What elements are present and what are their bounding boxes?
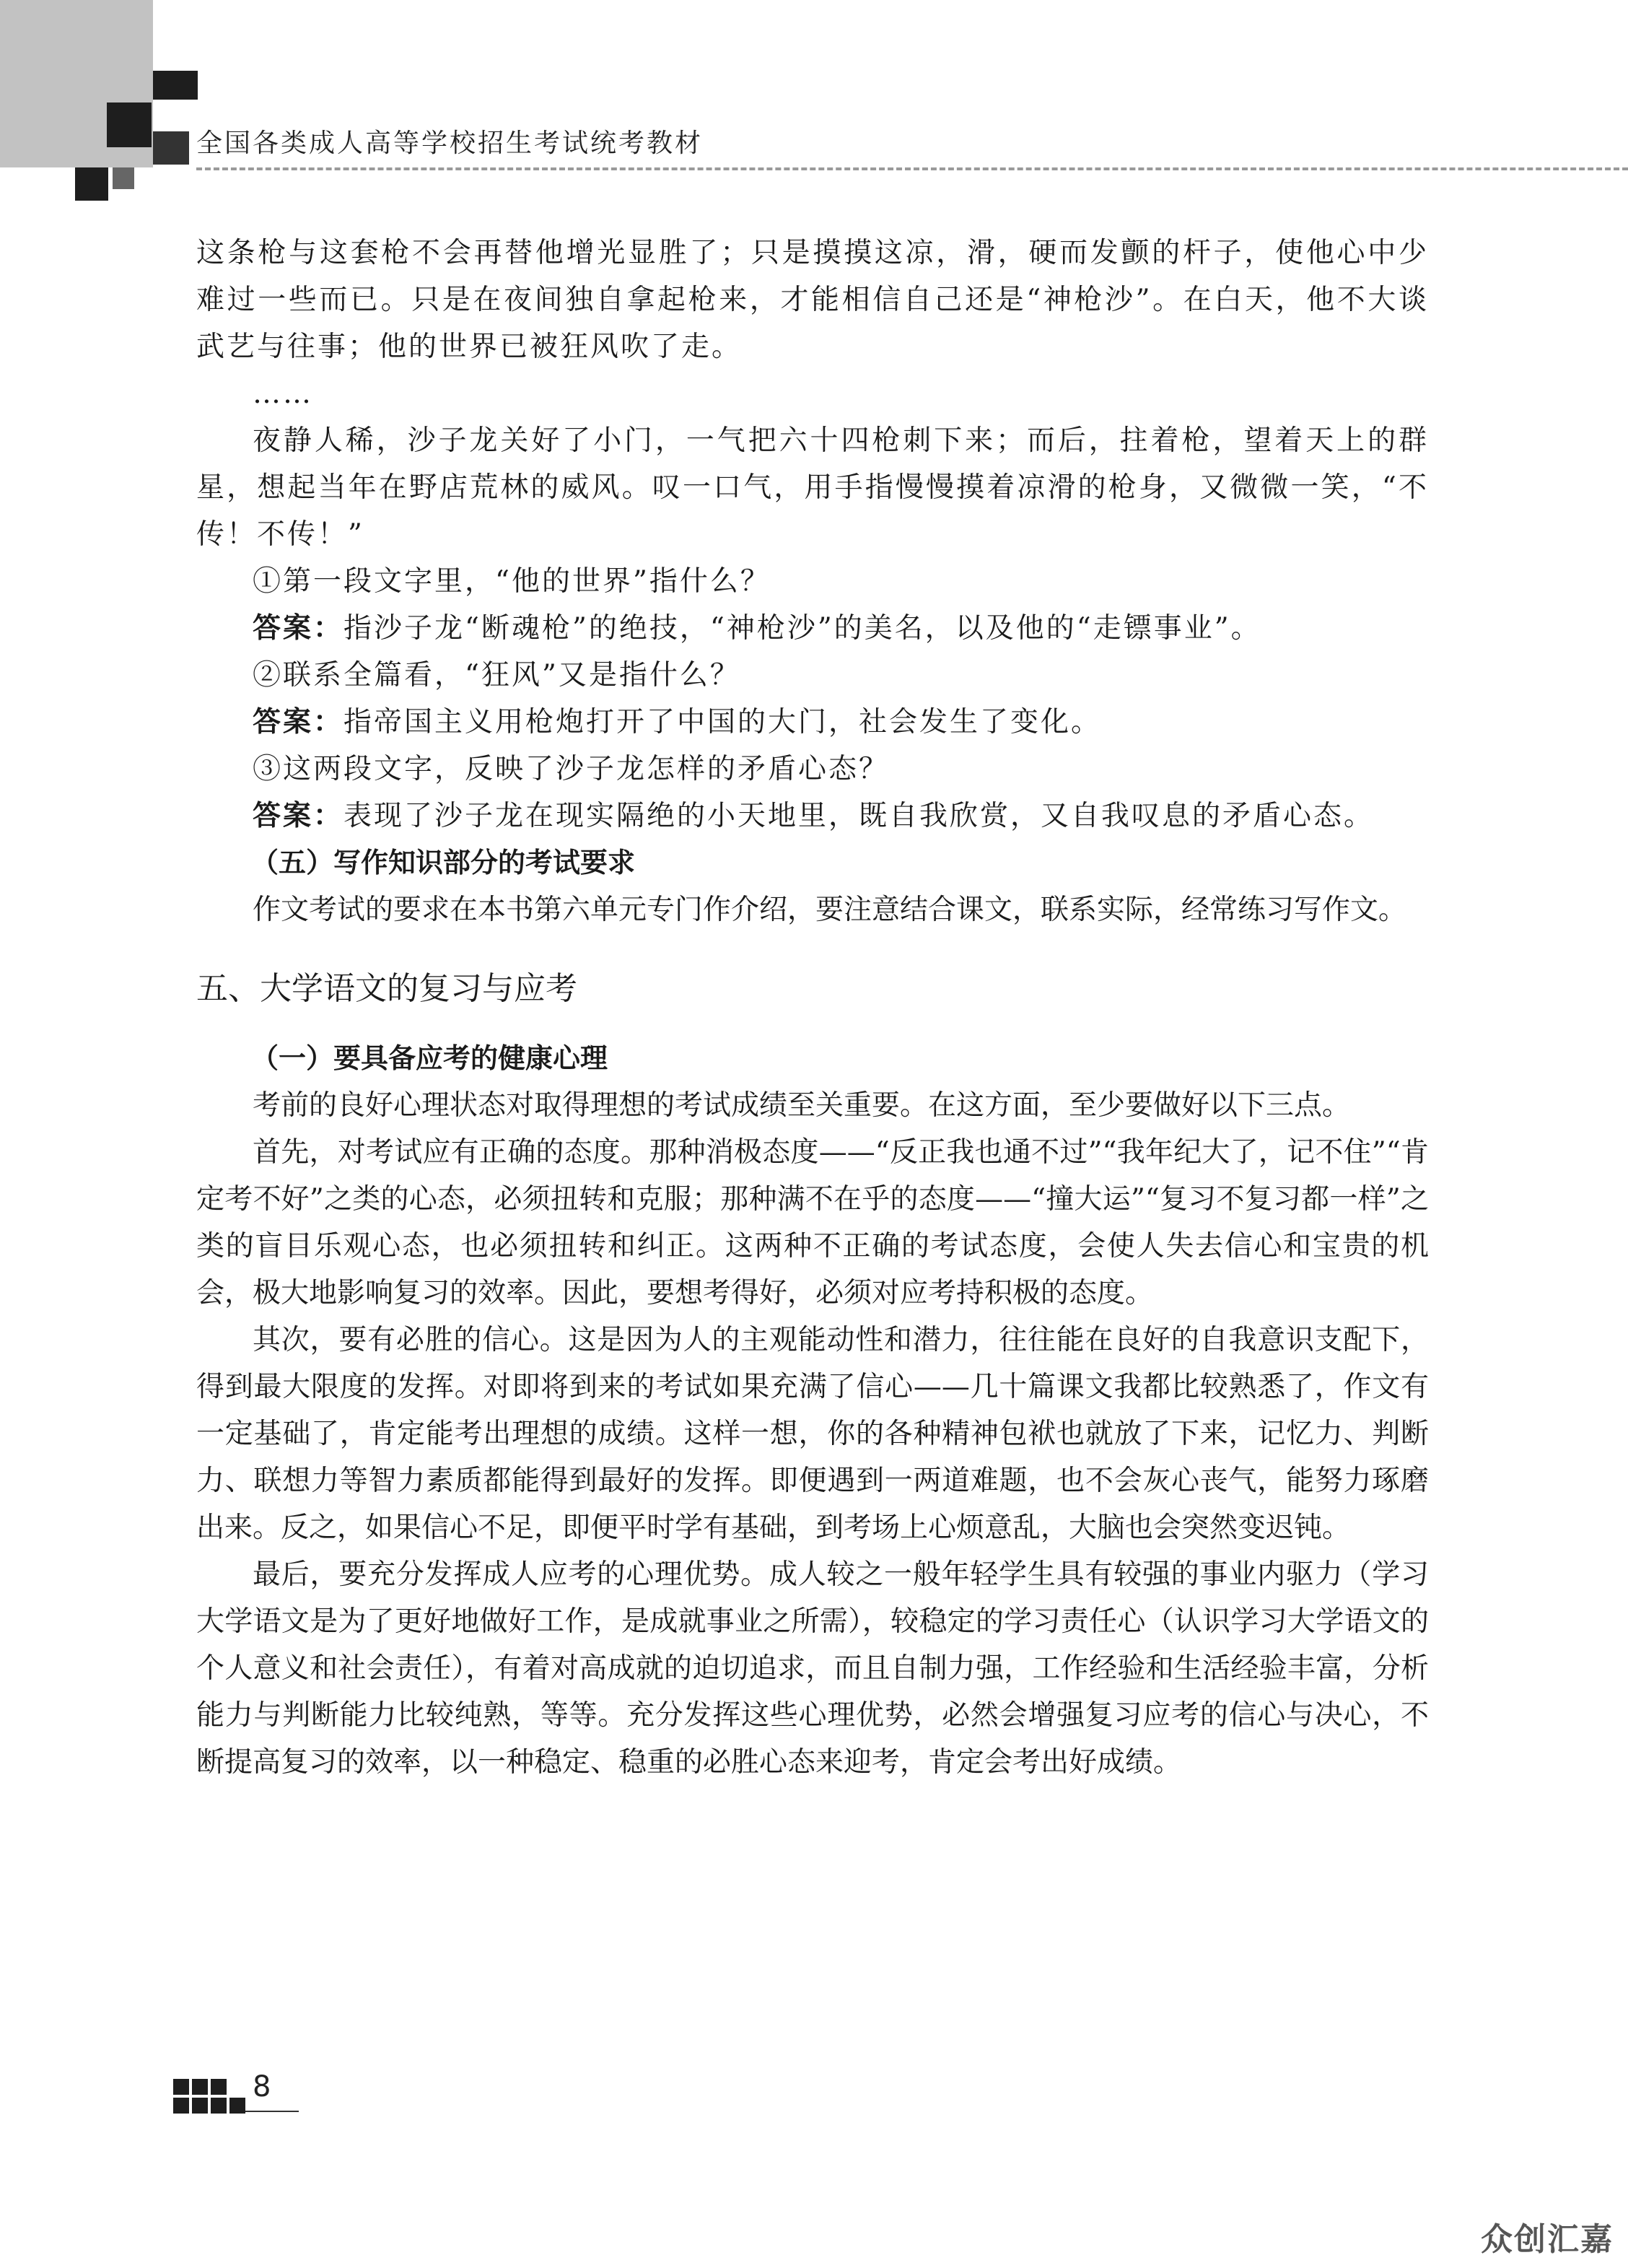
- footer-decor-square: [173, 2079, 189, 2095]
- body-paragraph: 首先，对考试应有正确的态度。那种消极态度——“反正我也通不过”“我年纪大了，记不住”“肯定考不好”之类的心态，必须扭转和克服；那种满不在乎的态度——“撞大运”“复习不复习都一样”之类的盲目乐观心态，也必须扭转和纠正。这两种不正确的考试态度，会使人失去信心和宝贵的机会，极大地影响复习的效率。因此，要想考得好，必须对应考持积极的态度。: [196, 1136, 1429, 1309]
- excerpt-paragraph-1: 这条枪与这套枪不会再替他增光显胜了；只是摸摸这凉，滑，硬而发颤的杆子，使他心中少难过一些而已。只是在夜间独自拿起枪来，才能相信自己还是“神枪沙”。在白天，他不大谈武艺与往事；他的世界已被狂风吹了走。: [196, 237, 1429, 363]
- footer-decor-square: [173, 2098, 189, 2114]
- section-heading-writing-requirements: （五）写作知识部分的考试要求: [251, 847, 636, 878]
- answer-label: 答案：: [253, 612, 344, 645]
- question-2: ②联系全篇看，“狂风”又是指什么？: [253, 659, 740, 692]
- header-decor-square: [153, 71, 198, 100]
- answer-label: 答案：: [253, 706, 344, 738]
- header-dashed-rule: [196, 167, 1628, 170]
- excerpt-ellipsis: ……: [253, 378, 313, 410]
- body-paragraph: 考前的良好心理状态对取得理想的考试成绩至关重要。在这方面，至少要做好以下三点。: [253, 1089, 1351, 1122]
- answer-2: [196, 699, 1429, 746]
- answer-label: 答案：: [253, 800, 344, 832]
- header-decor-square: [113, 167, 134, 189]
- footer-decor-square: [192, 2079, 208, 2095]
- footer-decor-square: [211, 2098, 227, 2114]
- answer-1: [196, 605, 1429, 652]
- answer-text: 表现了沙子龙在现实隔绝的小天地里，既自我欣赏，又自我叹息的矛盾心态。: [343, 800, 1375, 832]
- header-decor-square: [107, 103, 152, 147]
- excerpt-paragraph-2: 夜静人稀，沙子龙关好了小门，一气把六十四枪刺下来；而后，拄着枪，望着天上的群星，想起当年在野店荒林的威风。叹一口气，用手指慢慢摸着凉滑的枪身，又微微一笑，“不传！不传！”: [196, 424, 1429, 551]
- footer-rule: [245, 2111, 299, 2112]
- answer-3: [196, 793, 1429, 839]
- footer-decor-square: [211, 2079, 227, 2095]
- answer-text: 指沙子龙“断魂枪”的绝技，“神枪沙”的美名，以及他的“走镖事业”。: [343, 612, 1261, 645]
- body-paragraph: 最后，要充分发挥成人应考的心理优势。成人较之一般年轻学生具有较强的事业内驱力（学习大学语文是为了更好地做好工作，是成就事业之所需），较稳定的学习责任心（认识学习大学语文的个人意义和社会责任），有着对高成就的迫切追求，而且自制力强，工作经验和生活经验丰富，分析能力与判断能力比较纯熟，等等。充分发挥这些心理优势，必然会增强复习应考的信心与决心，不断提高复习的效率，以一种稳定、稳重的必胜心态来迎考，肯定会考出好成绩。: [196, 1558, 1429, 1779]
- watermark: 众创汇嘉: [1481, 2221, 1614, 2258]
- chapter-heading: 五、大学语文的复习与应考: [196, 970, 577, 1007]
- footer-decor-square: [229, 2098, 245, 2114]
- header-decor-square: [75, 167, 108, 201]
- page-number: 8: [253, 2070, 271, 2103]
- header-decor-square: [153, 131, 189, 165]
- page-body: [196, 230, 1429, 1786]
- question-1: ①第一段文字里，“他的世界”指什么？: [253, 565, 771, 598]
- footer-decor-square: [192, 2098, 208, 2114]
- running-header-title: 全国各类成人高等学校招生考试统考教材: [196, 128, 704, 158]
- question-3: ③这两段文字，反映了沙子龙怎样的矛盾心态？: [253, 753, 890, 785]
- section-heading-healthy-mindset: （一）要具备应考的健康心理: [251, 1042, 608, 1074]
- answer-text: 指帝国主义用枪炮打开了中国的大门，社会发生了变化。: [343, 706, 1102, 738]
- section-writing-body: 作文考试的要求在本书第六单元专门作介绍，要注意结合课文，联系实际，经常练习写作文。: [253, 894, 1407, 926]
- body-paragraph: 其次，要有必胜的信心。这是因为人的主观能动性和潜力，往往能在良好的自我意识支配下，得到最大限度的发挥。对即将到来的考试如果充满了信心——几十篇课文我都比较熟悉了，作文有一定基础了，肯定能考出理想的成绩。这样一想，你的各种精神包袱也就放了下来，记忆力、判断力、联想力等智力素质都能得到最好的发挥。即便遇到一两道难题，也不会灰心丧气，能努力琢磨出来。反之，如果信心不足，即便平时学有基础，到考场上心烦意乱，大脑也会突然变迟钝。: [196, 1324, 1429, 1544]
